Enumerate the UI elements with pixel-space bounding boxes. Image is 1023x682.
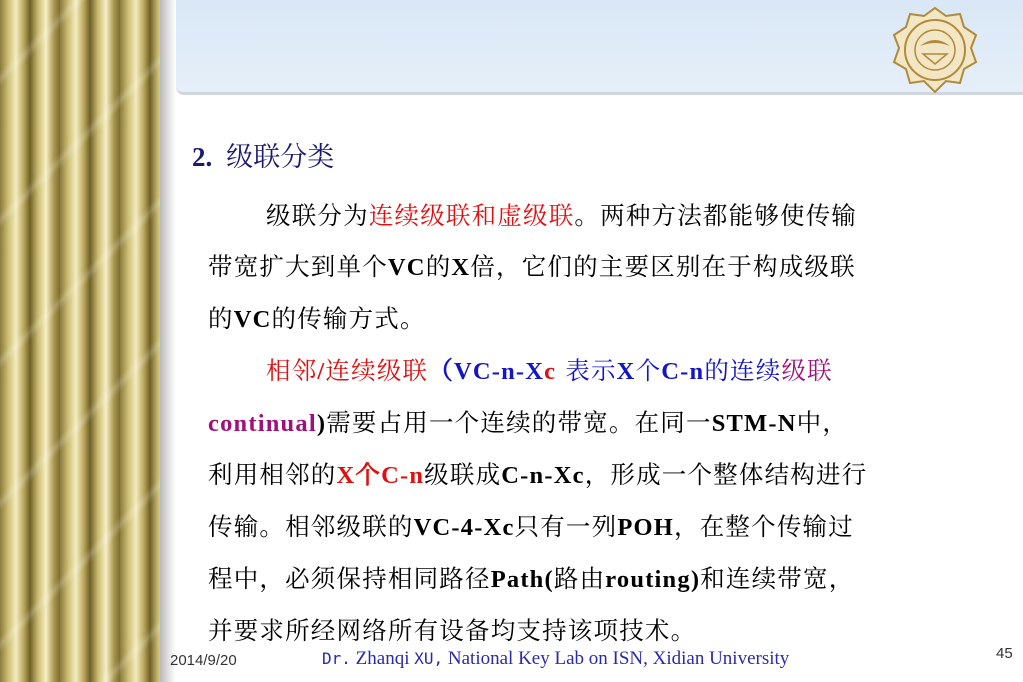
- p2-s17: 中，: [796, 408, 849, 437]
- p2-s4: （: [428, 358, 454, 385]
- p2-s16: STM-N: [711, 410, 797, 437]
- decorative-pillar: [0, 0, 160, 682]
- footer-name2: XU,: [414, 649, 444, 668]
- p2-s19: X个C-n: [336, 462, 425, 489]
- p2-s7: 表示: [565, 356, 617, 385]
- p1-s5: VC: [387, 254, 426, 281]
- footer-dr: Dr.: [322, 649, 351, 668]
- p2-s28: 程中，必须保持相同路径: [208, 564, 491, 593]
- pillar-shadow: [160, 0, 176, 682]
- p2-s6: c: [544, 358, 557, 385]
- p1-s11: 的传输方式。: [271, 304, 426, 333]
- p1-s9: 的: [208, 304, 234, 333]
- p2-s26: POH: [617, 514, 675, 541]
- p2-s3: 连续级联: [325, 356, 429, 385]
- p2-s20: 级联成: [424, 460, 502, 489]
- heading-number: 2.: [192, 142, 213, 172]
- page-number: 45: [996, 645, 1013, 662]
- p2-s18: 利用相邻的: [208, 460, 337, 489]
- p2-s32: 和连续带宽，: [700, 564, 855, 593]
- p2-s10: C-n: [661, 358, 705, 385]
- p1-s6: 的: [425, 252, 452, 281]
- p2-s30: 路由: [553, 564, 606, 593]
- p2-s33: 并要求所经网络所有设备均支持该项技术。: [208, 616, 697, 645]
- p1-s1: 级联分为: [266, 201, 369, 230]
- p2-s14: ): [316, 410, 327, 437]
- paragraph-1: [208, 190, 998, 345]
- heading-title: 级联分类: [226, 142, 335, 173]
- p1-s4: 带宽扩大到单个: [208, 252, 388, 281]
- p2-s12: 级联: [781, 356, 833, 385]
- p2-s23: 传输。相邻级联的: [208, 512, 414, 541]
- p2-s22: ，形成一个整体结构进行: [584, 460, 868, 489]
- p2-s11: 的连续: [704, 356, 782, 385]
- p2-s5: VC-n-X: [453, 358, 545, 385]
- university-seal-icon: [890, 6, 980, 96]
- p1-s2: 连续级联和虚级联: [368, 201, 575, 230]
- p2-s9: 个: [635, 356, 662, 385]
- p1-s3: 。两种方法都能够使传输: [574, 201, 858, 230]
- p1-s10: VC: [233, 306, 272, 333]
- footer-date: 2014/9/20: [170, 652, 237, 669]
- p2-s25: 只有一列: [514, 512, 618, 541]
- footer-name1: Zhanqi: [355, 648, 410, 669]
- footer-author: [322, 648, 789, 670]
- p2-s29: Path(: [490, 566, 554, 593]
- p2-s24: VC-4-Xc: [413, 514, 515, 541]
- p2-s1: 相邻: [266, 356, 318, 385]
- p2-s21: C-n-Xc: [501, 462, 585, 489]
- p2-s2: /: [317, 358, 326, 385]
- slide-heading: [192, 135, 334, 174]
- p1-s7: X: [451, 254, 471, 281]
- p2-s15: 需要占用一个连续的带宽。在同一: [326, 408, 712, 437]
- p2-s31: routing): [605, 566, 701, 593]
- p1-s8: 倍，它们的主要区别在于构成级联: [470, 252, 856, 281]
- footer-org: National Key Lab on ISN, Xidian University: [447, 648, 790, 669]
- p2-s27: ，在整个传输过: [674, 512, 854, 541]
- p2-s8: X: [616, 358, 636, 385]
- paragraph-2: [208, 345, 998, 656]
- p2-s13: continual: [208, 410, 317, 437]
